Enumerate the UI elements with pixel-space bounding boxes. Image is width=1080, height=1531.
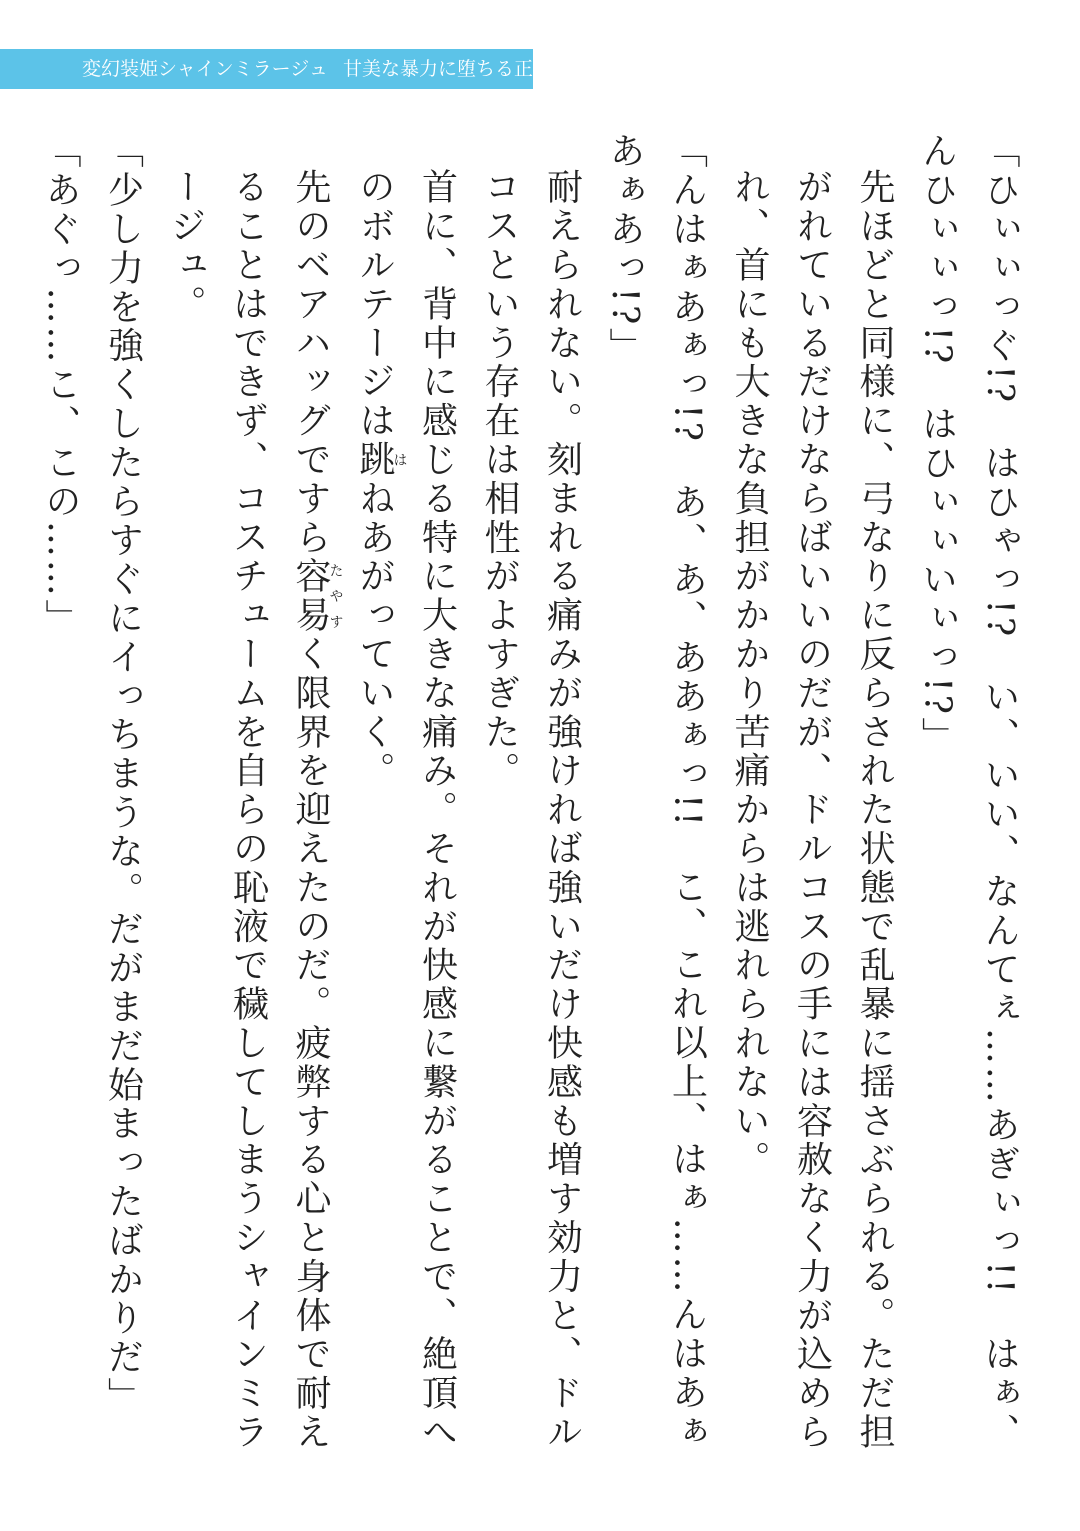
text-segment: 先のベアハッグですら (290, 168, 331, 557)
paragraph-dialogue: 「ひぃぃっぐ!? はひゃっ!? い、いい、なんてぇ……あぎぃっ!! はぁ、んひぃぃっ!? はひぃぃいぃっ!?」 (916, 132, 1020, 1452)
text-segment: く限界を迎えたのだ。疲弊する心と身体で耐えることはできず、コスチュームを自らの恥液で穢してしまうシャインミラージュ。 (165, 168, 331, 1452)
paragraph-dialogue: 「んはぁあぁっ!? あ、あ、ああぁっ!! こ、これ以上、はぁ……んはあぁあぁあっ!?」 (604, 132, 708, 1452)
ruby-annotation (354, 440, 408, 480)
ruby-base: 跳 (354, 440, 395, 480)
paragraph-narration: 先ほどと同様に、弓なりに反らされた状態で乱暴に揺さぶられる。ただ担がれているだけならばいいのだが、ドルコスの手には容赦なく力が込められ、首にも大きな負担がかかり苦痛からは逃れられない。 (729, 168, 895, 1452)
paragraph-dialogue: 「あぐっ……こ、この……」 (40, 132, 81, 638)
text-segment: 首に、背中に感じる特に大きな痛み。それが快感に繋がることで、絶頂へのボルテージは (354, 168, 458, 1452)
ruby-base: 容易 (290, 557, 331, 635)
paragraph-dialogue: 「少し力を強くしたらすぐにイっちまうな。だがまだ始まったばかりだ」 (102, 132, 144, 1416)
text-segment: ねあがっていく。 (354, 479, 395, 791)
paragraph-narration (154, 132, 343, 1472)
book-subtitle: 甘美な暴力に堕ちる正義 (343, 58, 553, 80)
paragraph-narration: 耐えられない。刻まれる痛みが強ければ強いだけ快感も増す効力と、ドルコスという存在は相性がよすぎた。 (479, 168, 583, 1452)
ruby-reading: は (391, 440, 408, 480)
ruby-reading: たやす (327, 557, 344, 635)
paragraph-narration (343, 132, 468, 1472)
running-header (0, 49, 553, 89)
vertical-text-body (40, 132, 1030, 1472)
book-title: 変幻装姫シャインミラージュ (82, 58, 328, 80)
ruby-annotation (290, 557, 344, 635)
